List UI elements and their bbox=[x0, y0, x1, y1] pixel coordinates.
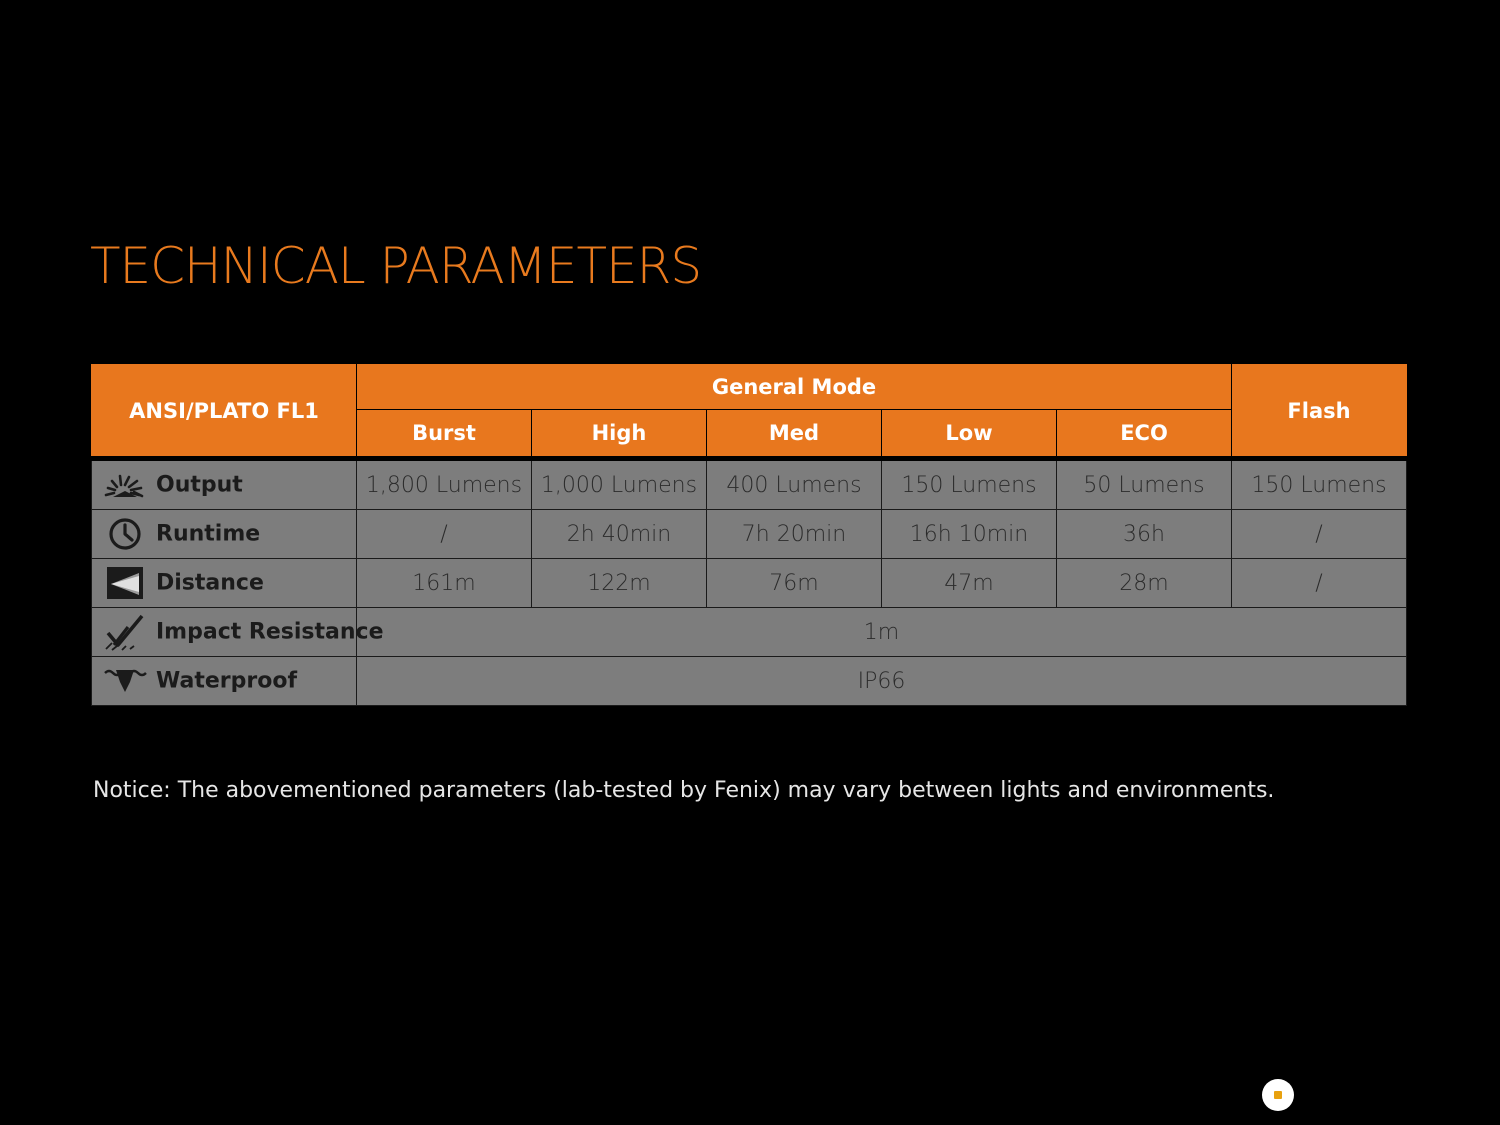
table-row-impact-resistance bbox=[92, 608, 1407, 657]
row-label-runtime: Runtime bbox=[92, 510, 357, 559]
header-mode-med: Med bbox=[707, 410, 882, 459]
cell-distance-eco: 28m bbox=[1057, 559, 1232, 608]
page-indicator-button[interactable] bbox=[1262, 1079, 1294, 1111]
cell-distance-high: 122m bbox=[532, 559, 707, 608]
cell-runtime-flash: / bbox=[1232, 510, 1407, 559]
cell-output-burst: 1,800 Lumens bbox=[357, 459, 532, 510]
output-icon bbox=[102, 466, 148, 504]
cell-distance-low: 47m bbox=[882, 559, 1057, 608]
table-row-output bbox=[92, 459, 1407, 510]
cell-runtime-high: 2h 40min bbox=[532, 510, 707, 559]
table-row-distance bbox=[92, 559, 1407, 608]
cell-waterproof-value: IP66 bbox=[357, 657, 1407, 706]
cell-output-med: 400 Lumens bbox=[707, 459, 882, 510]
cell-runtime-low: 16h 10min bbox=[882, 510, 1057, 559]
header-mode-eco: ECO bbox=[1057, 410, 1232, 459]
header-general-mode: General Mode bbox=[357, 365, 1232, 410]
cell-impact-resistance-value: 1m bbox=[357, 608, 1407, 657]
cell-runtime-burst: / bbox=[357, 510, 532, 559]
cell-distance-burst: 161m bbox=[357, 559, 532, 608]
header-mode-high: High bbox=[532, 410, 707, 459]
technical-parameters-table bbox=[91, 364, 1407, 706]
row-label-impact-resistance: Impact Resistance bbox=[92, 608, 357, 657]
distance-icon bbox=[102, 564, 148, 602]
row-label-output: Output bbox=[92, 459, 357, 510]
cell-distance-flash: / bbox=[1232, 559, 1407, 608]
header-mode-burst: Burst bbox=[357, 410, 532, 459]
notice-text: Notice: The abovementioned parameters (lab-tested by Fenix) may vary between lights and environments. bbox=[93, 778, 1275, 803]
clock-icon bbox=[102, 515, 148, 553]
header-mode-low: Low bbox=[882, 410, 1057, 459]
row-label-waterproof: Waterproof bbox=[92, 657, 357, 706]
cell-distance-med: 76m bbox=[707, 559, 882, 608]
row-label-distance: Distance bbox=[92, 559, 357, 608]
cell-output-low: 150 Lumens bbox=[882, 459, 1057, 510]
cell-runtime-med: 7h 20min bbox=[707, 510, 882, 559]
header-flash: Flash bbox=[1232, 365, 1407, 459]
cell-output-eco: 50 Lumens bbox=[1057, 459, 1232, 510]
cell-runtime-eco: 36h bbox=[1057, 510, 1232, 559]
page-title: TECHNICAL PARAMETERS bbox=[90, 237, 702, 295]
table-row-runtime bbox=[92, 510, 1407, 559]
cell-output-flash: 150 Lumens bbox=[1232, 459, 1407, 510]
table-row-waterproof bbox=[92, 657, 1407, 706]
impact-resistance-icon bbox=[102, 613, 148, 651]
cell-output-high: 1,000 Lumens bbox=[532, 459, 707, 510]
header-standard: ANSI/PLATO FL1 bbox=[92, 365, 357, 459]
waterproof-icon bbox=[102, 662, 148, 700]
